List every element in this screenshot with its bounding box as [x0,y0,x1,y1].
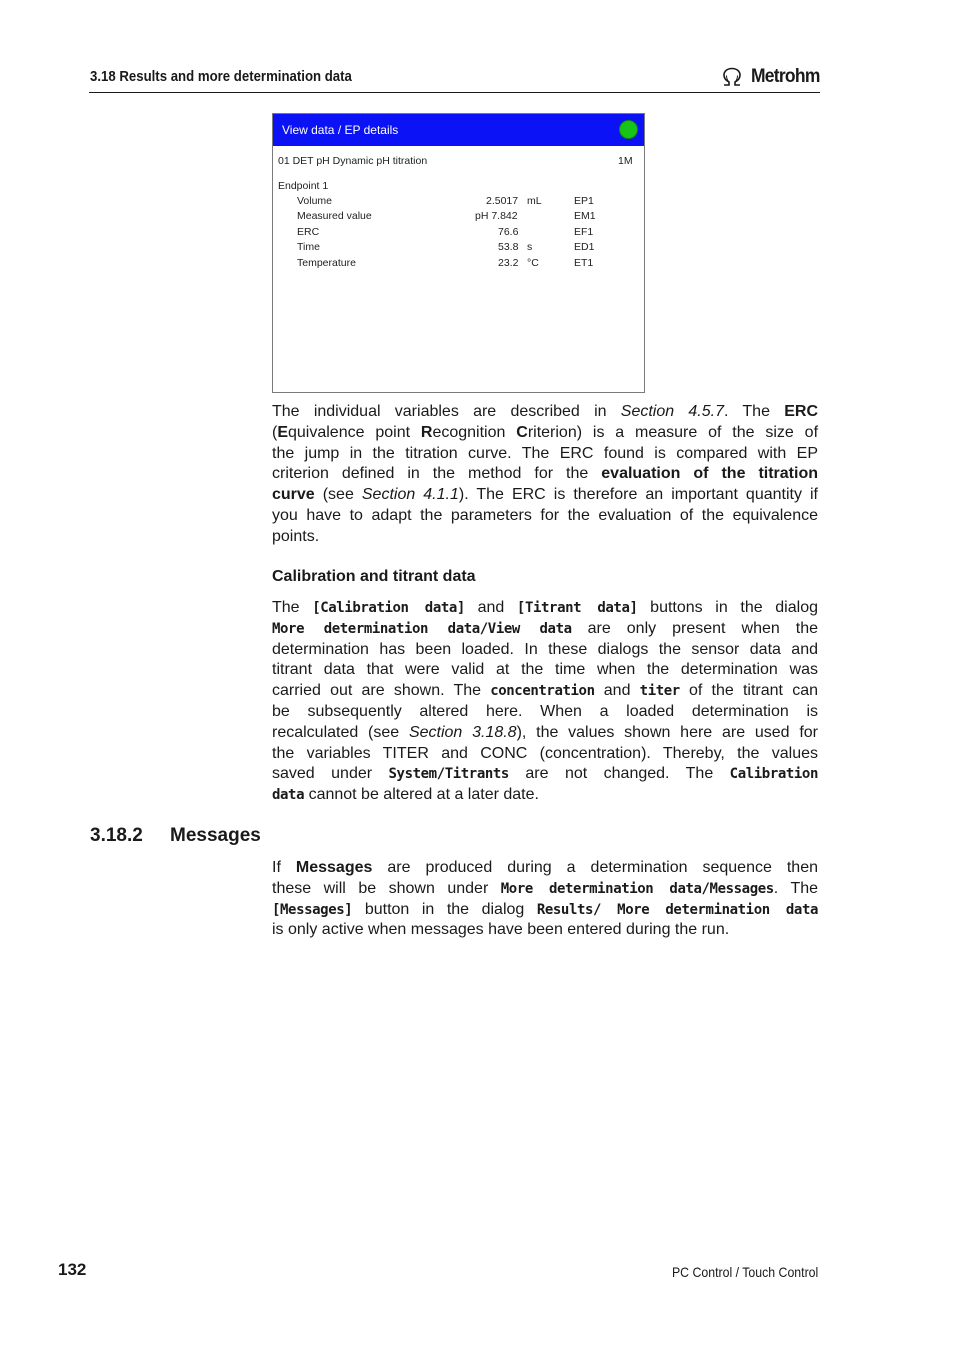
method-line: 01 DET pH Dynamic pH titration [278,155,428,167]
row-value: 76.6 [498,226,519,238]
omega-logo-icon [721,67,743,87]
page-header [89,66,820,93]
erc-paragraph: The individual variables are described in Section 4.5.7. The ERC (Equivalence point Recognition Criterion) is a measure of the size of the jump in the titration curve. The ERC found is compared with EP criterion defined in the method for the evaluation of the titration curve (see Section 4.1.1). The ERC is therefore an important quantity if you have to adapt the parameters for the evaluation of the equivalence points. [272,403,819,545]
page-number: 132 [58,1260,87,1279]
row-label: ERC [297,226,320,238]
row-label: Temperature [297,257,356,269]
row-value: 23.2 [498,257,519,269]
endpoint-label: Endpoint 1 [278,180,329,192]
row-code: ET1 [574,257,594,269]
method-code: 1M [618,155,633,167]
subheading: Calibration and titrant data [272,568,476,585]
running-header-title: 3.18 Results and more determination data [90,68,352,85]
section-heading [90,825,261,847]
row-code: EM1 [574,210,596,222]
calibration-paragraph: The [Calibration data] and [Titrant data] buttons in the dialog More determination data/View data are only present when the determination has been loaded. In these dialogs the sensor data and titrant data that were valid at the time when the determination was carried out are shown. The concentration and titer of the titrant can be subsequently altered here. When a loaded determination is recalculated (see Section 3.18.8), the values shown here are used for the variables TITER and CONC (concentration). Thereby, the values saved under System/Titrants are not changed. The Calibration data cannot be altered at a later date. [272,599,819,804]
metrohm-logo [721,66,820,88]
row-value: 53.8 [498,241,519,253]
status-indicator-icon [619,120,638,139]
footer-product: PC Control / Touch Control [671,1264,818,1280]
row-value: pH 7.842 [475,210,518,222]
row-unit: s [527,241,533,253]
section-title: Messages [170,825,261,846]
row-unit: mL [527,195,542,207]
section-number: 3.18.2 [90,825,143,846]
row-unit: °C [527,257,539,269]
row-label: Volume [297,195,333,207]
row-code: ED1 [574,241,595,253]
dialog-title: View data / EP details [282,123,399,137]
row-label: Measured value [297,210,372,222]
dialog-titlebar [273,114,644,146]
logo-wordmark: Metrohm [751,66,820,87]
row-code: EF1 [574,226,594,238]
messages-paragraph: If Messages are produced during a determination sequence then these will be shown under More determination data/Messages. The [Messages] button in the dialog Results/ More determination data is only active when messages have been entered during the run. [272,859,819,939]
row-label: Time [297,241,320,253]
ep-details-dialog [272,113,645,393]
row-value: 2.5017 [486,195,519,207]
row-code: EP1 [574,195,594,207]
